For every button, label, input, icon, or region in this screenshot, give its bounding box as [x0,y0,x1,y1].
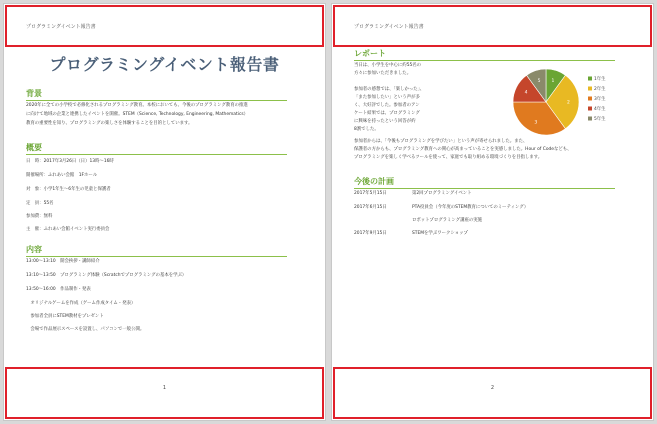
pie-slice-label: 5 [537,79,541,85]
paragraph-line: く、大好評でした。参加者のアン [354,103,420,108]
plan-text: PTA役員会（今年度のSTEM教育についてのミーティング） [412,205,529,210]
plan-row [354,204,615,210]
pie-slice-label: 4 [524,90,528,96]
overview-row: 定 員：55名 [26,201,54,206]
plan-text: ロボットプログラミング講座の実施 [412,218,483,223]
legend-swatch [588,77,592,81]
plan-date: 2017年6月15日 [354,205,387,210]
pie-chart [508,64,626,140]
plan-date: 2017年9月15日 [354,231,387,236]
page-number: 2 [490,385,495,391]
footer-zone[interactable] [333,367,652,419]
overview-row: 参加費：無料 [26,214,53,219]
section-heading-content: 内容 [26,244,287,257]
legend-label: 5年生 [594,117,606,122]
section-heading-background: 背景 [26,88,287,101]
paragraph-line: 2020年に全ての小学校で必修化されるプログラミング教育。本校においても、今後のプログラミング教育の推進 [26,103,248,108]
document-page-2 [331,3,654,421]
pie-slice-label: 2 [567,100,570,106]
content-row: 13:00〜13:10 開会挨拶・講師紹介 [26,259,100,264]
legend-swatch [588,87,592,91]
content-row: オリジナルゲームを作成（ゲーム作成タイム・発表） [26,301,136,306]
legend-label: 1年生 [594,77,606,82]
page-number: 1 [162,385,167,391]
paragraph-line: に向けて地域の企業と連携したイベントを開催。STEM（Science, Technology, Engineering, Mathematics） [26,112,249,117]
overview-row: 対 象：小学1年生〜6年生の児童と保護者 [26,187,111,192]
pie-slice-label: 3 [534,120,538,126]
legend-swatch [588,107,592,111]
paragraph-line: 当日は、小学生を中心に約55名の [354,63,422,68]
legend-swatch [588,97,592,101]
pie-legend [588,75,606,122]
overview-row: 日 時：2017年3月26日（日）13時〜16時 [26,159,114,164]
content-row: 参加者全員にSTEM教材をプレゼント [26,314,104,319]
overview-row: 開催場所：ふれあい会館 1Fホール [26,173,98,178]
paragraph-line: 参加者の感想では、「楽しかった」、 [354,87,425,92]
section-heading-plan: 今後の計画 [354,176,615,189]
paragraph-line: プログラミングを楽しく学べるツールを使って、家庭でも取り組める環境づくりを目指します。 [354,155,543,160]
paragraph-line: 教育の重要性を知り、プログラミングの楽しさを体験することを目的としています。 [26,121,193,126]
plan-text: 第2回プログラミングイベント [412,191,472,196]
content-row: 13:50〜16:00 作品制作・発表 [26,287,91,292]
plan-row [354,217,615,223]
paragraph-line: に興味を持ったという回答が約 [354,119,416,124]
legend-label: 4年生 [594,107,606,112]
header-text: プログラミングイベント報告書 [26,24,96,30]
content-row: 会場で作品展示スペースを設置し、パソコンで一般公開。 [26,327,145,332]
header-text: プログラミングイベント報告書 [354,24,424,30]
plan-row [354,230,615,236]
paragraph-line: 参加者からは、「今後もプログラミングを学びたい」という声が寄せられました。また、 [354,139,528,144]
paragraph-line: ケート結果では、プログラミング [354,111,420,116]
paragraph-line: 8割でした。 [354,127,379,132]
plan-date: 2017年5月15日 [354,191,387,196]
legend-label: 2年生 [594,87,606,92]
plan-row [354,190,615,196]
section-heading-report: レポート [354,48,615,61]
overview-row: 主 催：ふれあい会館イベント実行委員会 [26,227,110,232]
legend-label: 3年生 [594,97,606,102]
section-heading-overview: 概要 [26,142,287,155]
legend-swatch [588,117,592,121]
paragraph-line: 「また参加したい」という声が多 [354,95,420,100]
document-title: プログラミングイベント報告書 [49,55,280,74]
paragraph-line: 方々に参加いただきました。 [354,71,412,76]
pie-slice-label: 1 [551,79,555,85]
content-row: 13:10〜13:50 プログラミング体験（Scratchでプログラミングの基本を学ぶ） [26,273,187,278]
paragraph-line: 保護者の方からも、プログラミング教育への関心が高まっていることを実感しました。Hour of Codeなども、 [354,147,572,152]
footer-zone[interactable] [5,367,324,419]
plan-text: STEMを学ぶワークショップ [412,231,468,236]
document-page-1 [3,3,326,421]
